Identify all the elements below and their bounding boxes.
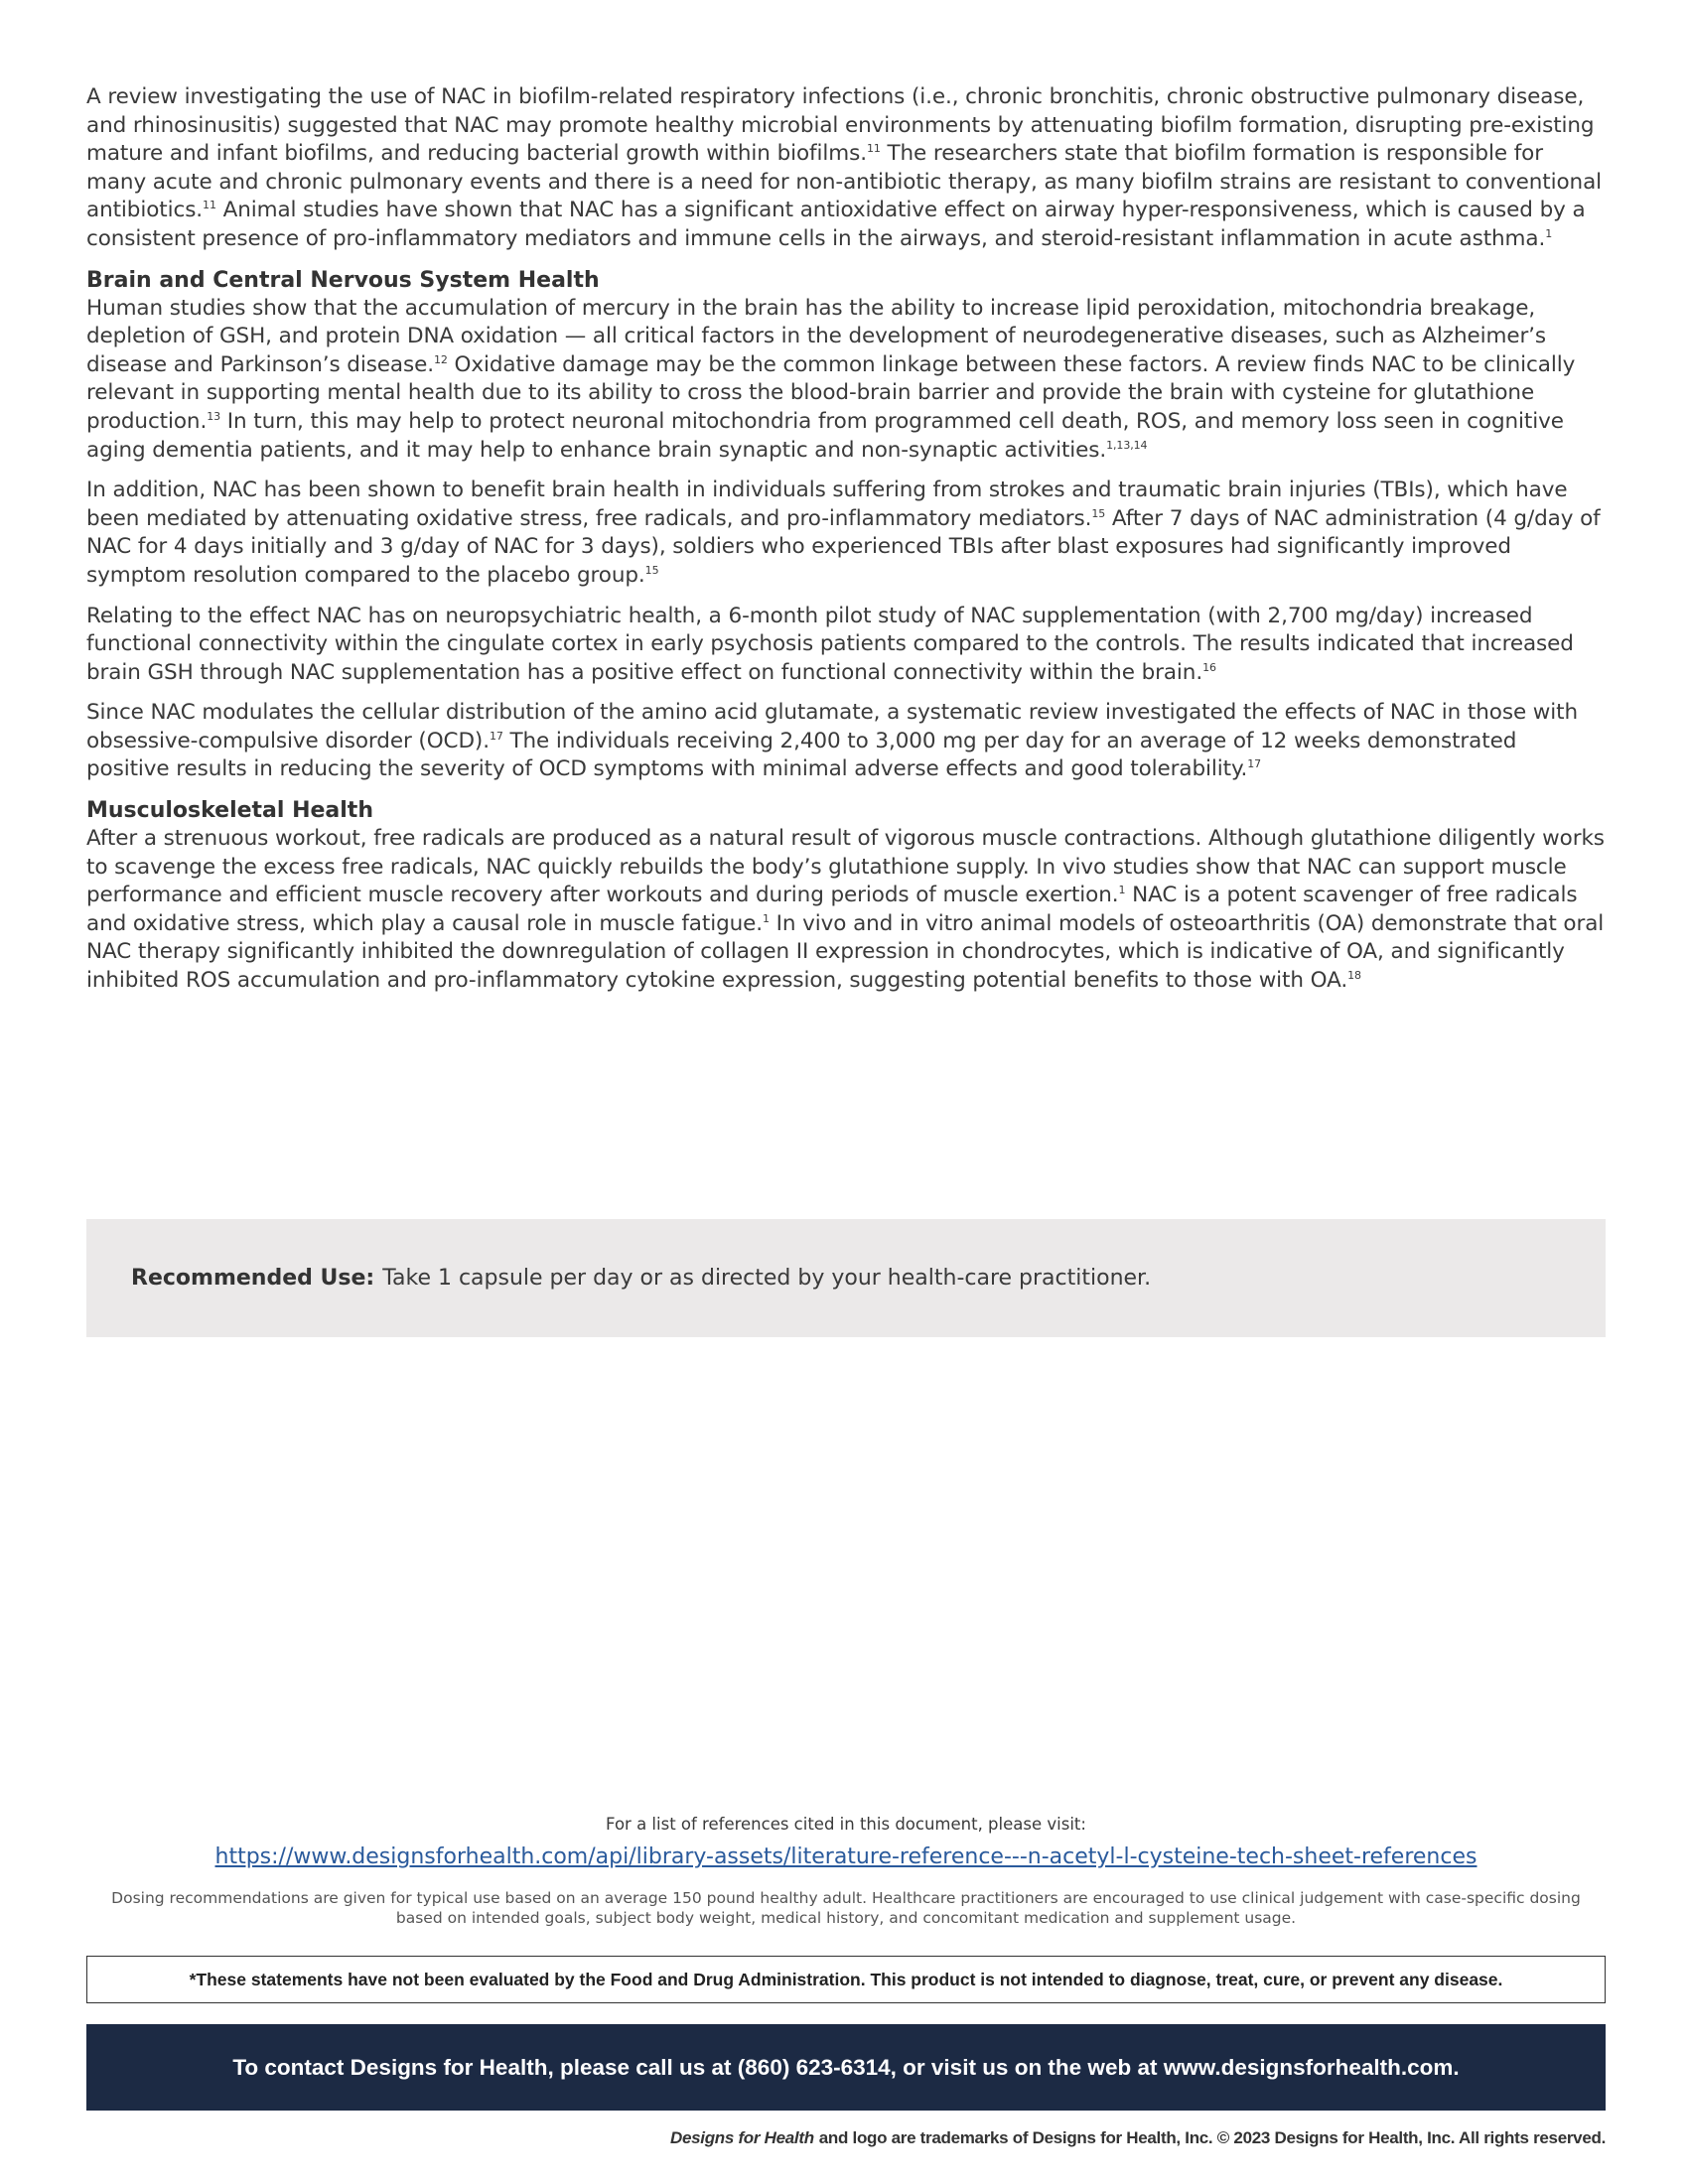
recommended-use-box — [86, 1219, 1606, 1337]
section-heading-musculoskeletal: Musculoskeletal Health — [86, 798, 373, 824]
paragraph-musculoskeletal: After a strenuous workout, free radicals are produced as a natural result of vigorous muscle contractions. Although glutathione diligently works to scavenge the excess free radicals, NAC quickly rebuilds the body’s glutathione supply. In vivo studies show that NAC can support muscle performance and efficient muscle recovery after workouts and during periods of muscle exertion.$^1$ NAC is a potent scavenger of free radicals and oxidative stress, which play a causal role in muscle fatigue.$^1$ In vivo and in vitro animal models of osteoarthritis (OA) demonstrate that oral NAC therapy significantly inhibited the downregulation of collagen II expression in chondrocytes, which is indicative of OA, and significantly inhibited ROS accumulation and pro-inflammatory cytokine expression, suggesting potential benefits to those with OA.$^{18}$ — [86, 826, 1605, 994]
trademark-brand: Designs for Health — [669, 2128, 814, 2147]
paragraph-ocd: Since NAC modulates the cellular distribution of the amino acid glutamate, a systematic review investigated the effects of NAC in those with obsessive-compulsive disorder (OCD).$^{17}$ The individuals receiving 2,400 to 3,000 mg per day for an average of 12 weeks demonstrated positive results in reducing the severity of OCD symptoms with minimal adverse effects and good tolerability.$^{17}$ — [86, 700, 1579, 782]
fda-disclaimer-box — [86, 1956, 1606, 2003]
trademark-notice — [670, 2128, 1606, 2148]
fda-disclaimer-text: *These statements have not been evaluated by the Food and Drug Administration. This product is not intended to diagnose, treat, cure, or prevent any disease. — [189, 1969, 1503, 1989]
references-intro: For a list of references cited in this document, please visit: — [606, 1815, 1086, 1834]
article-body — [86, 83, 1606, 1008]
trademark-text: and logo are trademarks of Designs for Health, Inc. © 2023 Designs for Health, Inc. All rights reserved. — [818, 2128, 1606, 2147]
paragraph-neuropsychiatric: Relating to the effect NAC has on neuropsychiatric health, a 6-month pilot study of NAC supplementation (with 2,700 mg/day) increased functional connectivity within the cingulate cortex in early psychosis patients compared to the controls. The results indicated that increased brain GSH through NAC supplementation has a positive effect on functional connectivity within the brain.$^{16}$ — [86, 603, 1574, 685]
recommended-use-label: Recommended Use: — [131, 1266, 375, 1291]
paragraph-tbi: In addition, NAC has been shown to benefit brain health in individuals suffering from strokes and traumatic brain injuries (TBIs), which have been mediated by attenuating oxidative stress, free radicals, and pro-inflammatory mediators.$^{15}$ After 7 days of NAC administration (4 g/day of NAC for 4 days initially and 3 g/day of NAC for 3 days), soldiers who experienced TBIs after blast exposures had significantly improved symptom resolution compared to the placebo group.$^{15}$ — [86, 478, 1601, 588]
paragraph-mercury: Human studies show that the accumulation of mercury in the brain has the ability to increase lipid peroxidation, mitochondria breakage, depletion of GSH, and protein DNA oxidation — all critical factors in the development of neurodegenerative diseases, such as Alzheimer’s disease and Parkinson’s disease.$^{12}$ Oxidative damage may be the common linkage between these factors. A review finds NAC to be clinically relevant in supporting mental health due to its ability to cross the blood-brain barrier and provide the brain with cysteine for glutathione production.$^{13}$ In turn, this may help to protect neuronal mitochondria from programmed cell death, ROS, and memory loss seen in cognitive aging dementia patients, and it may help to enhance brain synaptic and non-synaptic activities.$^{1,13,14}$ — [86, 295, 1576, 463]
paragraph-biofilm: A review investigating the use of NAC in biofilm-related respiratory infections (i.e., chronic bronchitis, chronic obstructive pulmonary disease, and rhinosinusitis) suggested that NAC may promote healthy microbial environments by attenuating biofilm formation, disrupting pre-existing mature and infant biofilms, and reducing bacterial growth within biofilms.$^{11}$ The researchers state that biofilm formation is responsible for many acute and chronic pulmonary events and there is a need for non-antibiotic therapy, as many biofilm strains are resistant to conventional antibiotics.$^{11}$ Animal studies have shown that NAC has a significant antioxidative effect on airway hyper-responsiveness, which is caused by a consistent presence of pro-inflammatory mediators and immune cells in the airways, and steroid-resistant inflammation in acute asthma.$^1$ — [86, 84, 1603, 251]
section-heading-brain: Brain and Central Nervous System Health — [86, 267, 600, 293]
contact-bar — [86, 2024, 1606, 2111]
contact-text: To contact Designs for Health, please call us at (860) 623-6314, or visit us on the web at www.designsforhealth.com. — [232, 2054, 1460, 2080]
recommended-use-text: Take 1 capsule per day or as directed by your health-care practitioner. — [382, 1266, 1152, 1291]
dosing-disclaimer: Dosing recommendations are given for typical use based on an average 150 pound healthy adult. Healthcare practitioners are encouraged to use clinical judgement with case-specific dosing based on intended goals, subject body weight, medical history, and concomitant medication and supplement usage. — [111, 1889, 1581, 1927]
references-link[interactable]: https://www.designsforhealth.com/api/library-assets/literature-reference---n-acetyl-l-cysteine-tech-sheet-references — [214, 1844, 1477, 1869]
